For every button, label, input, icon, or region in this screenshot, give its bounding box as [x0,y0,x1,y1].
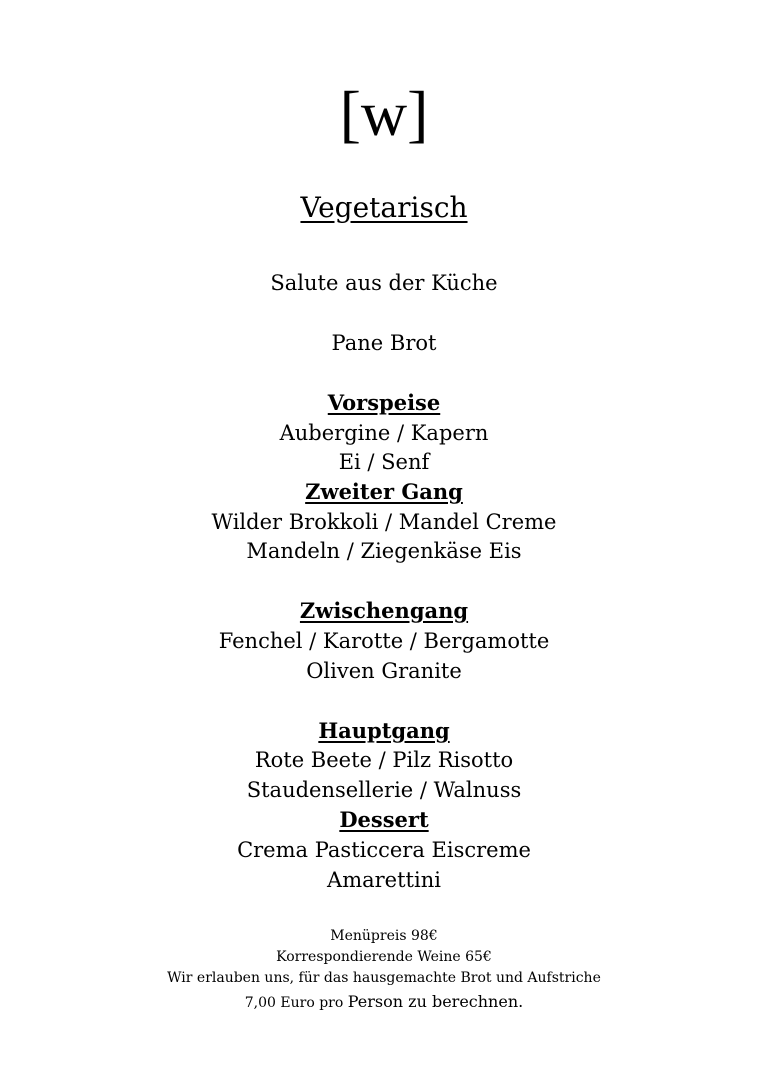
bread-price-start: 7,00 Euro pro [244,995,344,1011]
course-item: Aubergine / Kapern [279,421,489,445]
bread-price-end: Person zu berechnen. [347,992,524,1011]
course-item: Oliven Granite [306,659,462,683]
course-heading-hauptgang: Hauptgang [318,718,450,743]
course-heading-zwischengang: Zwischengang [299,598,469,623]
course-item: Wilder Brokkoli / Mandel Creme [211,510,557,534]
intro-salute: Salute aus der Küche [270,271,498,295]
menu-price: Menüpreis 98€ [330,928,438,944]
course-item: Staudensellerie / Walnuss [246,778,522,802]
course-item: Fenchel / Karotte / Bergamotte [218,629,550,653]
course-item: Crema Pasticcera Eiscreme [237,838,531,862]
course-item: Rote Beete / Pilz Risotto [254,748,514,772]
wine-price: Korrespondierende Weine 65€ [276,949,492,965]
course-heading-vorspeise: Vorspeise [327,390,441,415]
intro-bread: Pane Brot [331,331,437,355]
course-item: Mandeln / Ziegenkäse Eis [246,539,522,563]
course-item: Amarettini [327,868,441,892]
course-heading-dessert: Dessert [339,807,429,832]
bread-note: Wir erlauben uns, für das hausgemachte Brot und Aufstriche [167,970,601,986]
course-item: Ei / Senf [338,450,430,474]
restaurant-logo: [w] [339,78,429,149]
course-heading-zweiter-gang: Zweiter Gang [305,479,463,504]
menu-title: Vegetarisch [300,191,468,224]
bread-price [0,992,768,1013]
